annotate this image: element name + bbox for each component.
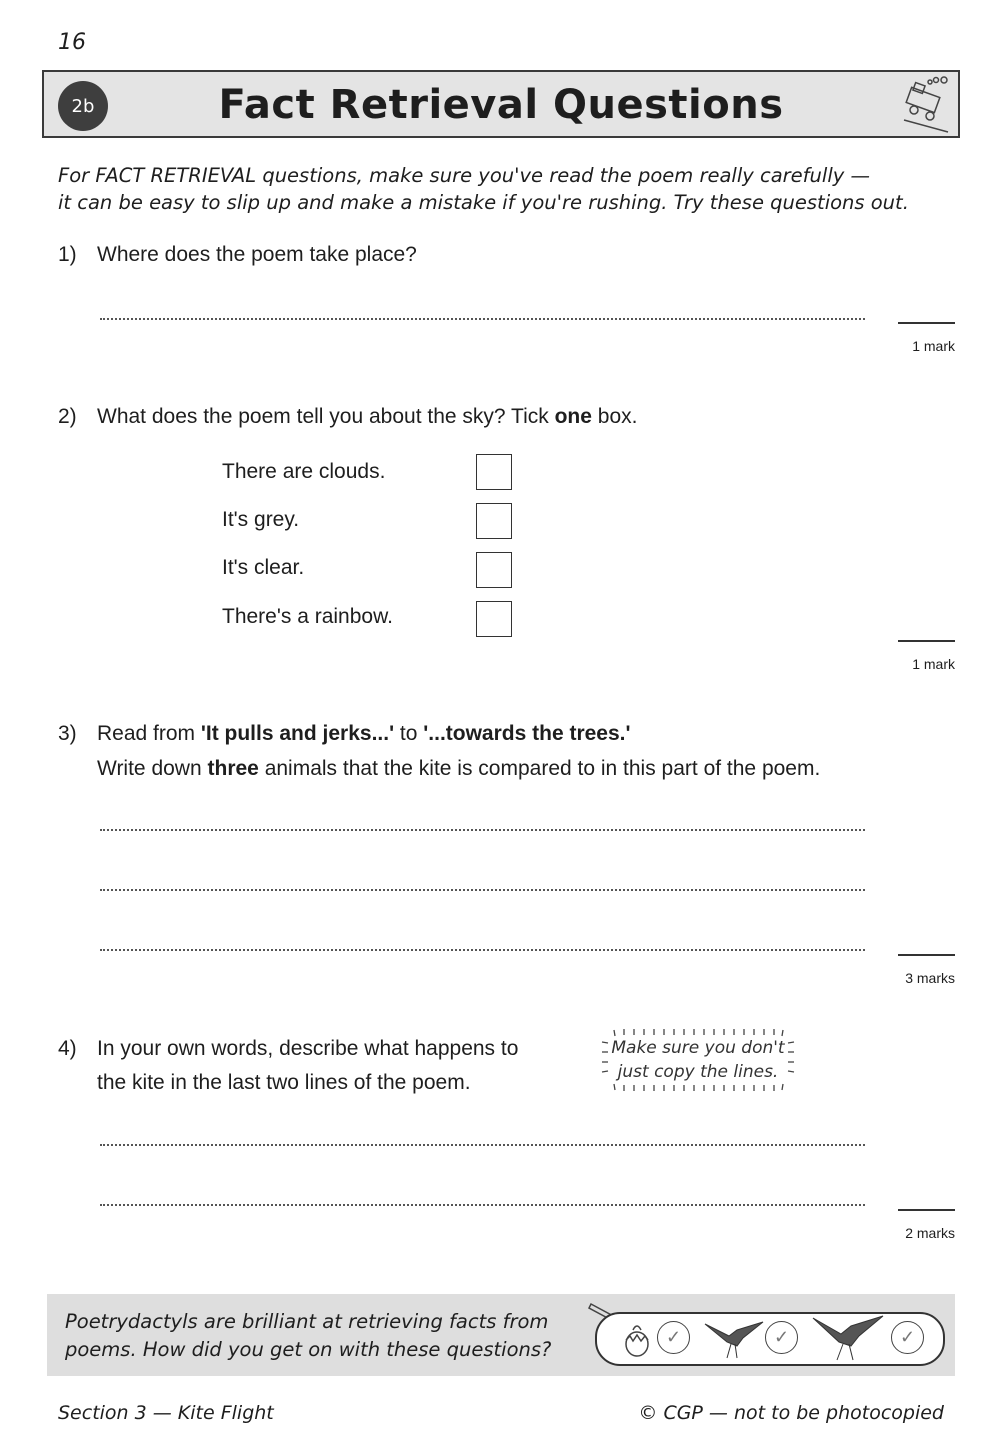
q3-text: to [394,722,424,745]
q3-text: Write down [97,757,208,780]
answer-line[interactable] [100,949,865,951]
answer-line[interactable] [100,889,865,891]
q3-quote-end: '...towards the trees.' [423,722,631,745]
question-2-number: 2) [58,405,77,428]
mark-line [898,322,955,324]
mark-value: 2 marks [905,1225,955,1241]
question-4-line-2: the kite in the last two lines of the poem. [97,1071,471,1094]
tick-box[interactable] [476,601,512,637]
tip-text [600,1036,796,1084]
self-assessment-scale [595,1312,945,1366]
tip-line-1: Make sure you don't [611,1038,785,1058]
q3-text: animals that the kite is compared to in this part of the poem. [258,757,821,780]
self-assessment-box [47,1294,955,1376]
tick-icon: ✓ [773,1327,790,1347]
tick-box[interactable] [476,552,512,588]
q3-text: Read from [97,722,201,745]
intro-text [58,162,938,216]
mark-line [898,954,955,956]
footer-section: Section 3 — Kite Flight [58,1402,274,1424]
option-label: There's a rainbow. [222,605,393,628]
answer-line[interactable] [100,829,865,831]
question-2-text [97,400,637,434]
question-2-text-a: What does the poem tell you about the sky? Tick [97,405,555,428]
section-badge: 2b [58,81,108,131]
q3-quote-start: 'It pulls and jerks...' [200,722,395,745]
question-4-line-1: In your own words, describe what happens to [97,1037,519,1060]
footer-copyright: © CGP — not to be photocopied [638,1402,944,1424]
rating-circle[interactable] [891,1321,924,1354]
tick-box[interactable] [476,503,512,539]
question-1-text: Where does the poem take place? [97,243,417,266]
question-4-number: 4) [58,1037,77,1060]
option-label: There are clouds. [222,460,386,483]
mark-line [898,640,955,642]
mark-value: 1 mark [912,338,955,354]
pterodactyl-large-icon [811,1314,885,1362]
question-2-text-c: box. [591,405,638,428]
q3-bold: three [207,757,259,780]
self-assessment-line-1: Poetrydactyls are brilliant at retrieving facts from [65,1310,549,1333]
answer-line[interactable] [100,1204,865,1206]
question-1-number: 1) [58,243,77,266]
option-label: It's grey. [222,508,300,531]
self-assessment-line-2: poems. How did you get on with these questions? [65,1338,552,1361]
question-3-number: 3) [58,722,77,745]
intro-line-1: For FACT RETRIEVAL questions, make sure you've read the poem really carefully — [58,164,870,187]
mark-value: 3 marks [905,970,955,986]
tick-box[interactable] [476,454,512,490]
tick-icon: ✓ [899,1327,916,1347]
answer-line[interactable] [100,1144,865,1146]
question-3-line-1 [97,717,631,751]
self-assessment-text [65,1308,551,1364]
option-label: It's clear. [222,556,305,579]
tip-callout [600,1026,796,1094]
intro-line-2: it can be easy to slip up and make a mistake if you're rushing. Try these questions out. [58,191,909,214]
mark-value: 1 mark [912,656,955,672]
mark-line [898,1209,955,1211]
page-title: Fact Retrieval Questions [218,82,784,128]
tick-icon: ✓ [665,1327,682,1347]
question-3-line-2 [97,752,820,786]
train-icon [900,76,952,134]
rating-circle[interactable] [765,1321,798,1354]
egg-icon [619,1320,655,1358]
pterodactyl-small-icon [703,1316,765,1362]
page-number: 16 [58,30,86,55]
answer-line[interactable] [100,318,865,320]
question-2-text-bold: one [554,405,592,428]
rating-circle[interactable] [657,1321,690,1354]
tip-line-2: just copy the lines. [617,1062,779,1082]
section-header [42,70,960,138]
